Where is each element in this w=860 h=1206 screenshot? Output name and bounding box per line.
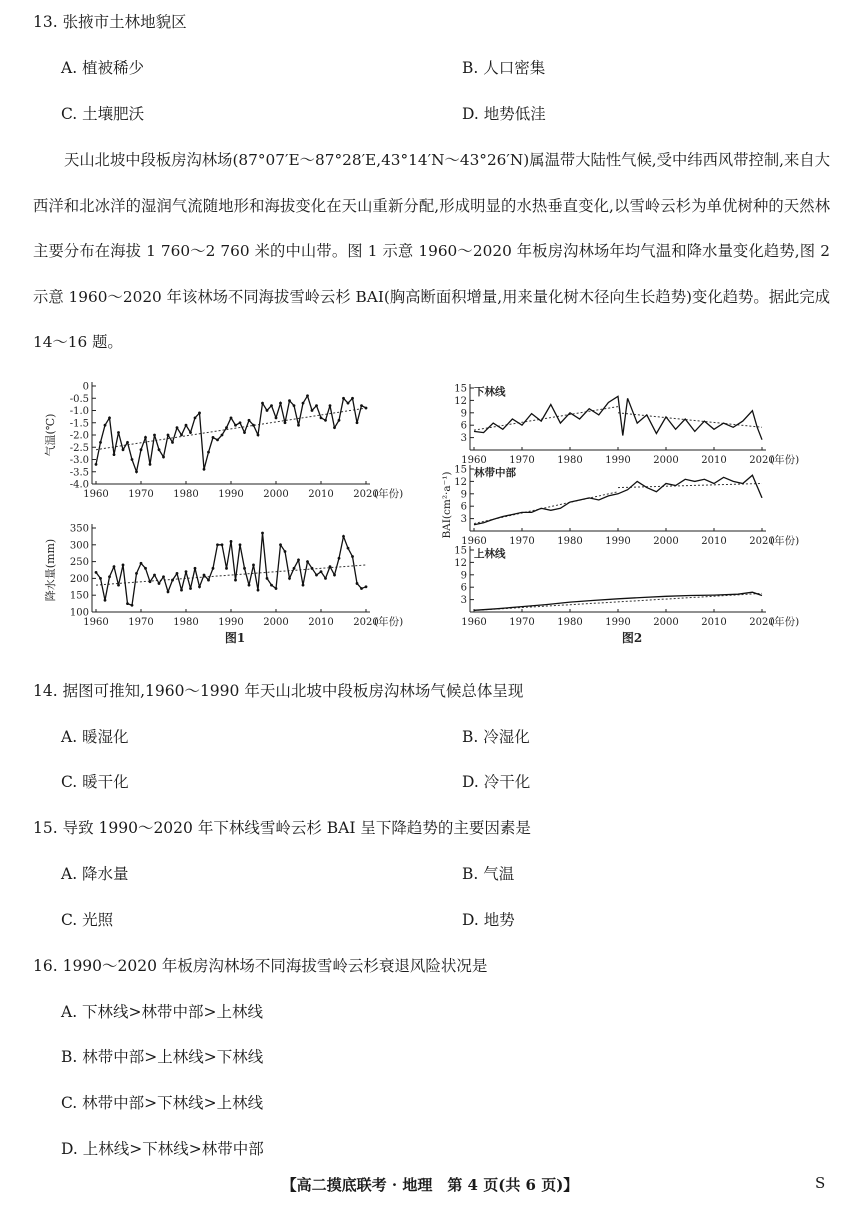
precip-panel-point bbox=[176, 572, 179, 575]
temp-panel-xtick-label: 1960 bbox=[83, 489, 109, 500]
temp-panel-point bbox=[275, 416, 278, 419]
temp-panel-xtick-label: 2000 bbox=[263, 489, 289, 500]
temp-panel-point bbox=[302, 402, 305, 405]
precip-panel-point bbox=[315, 574, 318, 577]
precip-panel-point bbox=[207, 579, 210, 582]
temp-panel-point bbox=[216, 439, 219, 442]
precip-panel-point bbox=[135, 572, 138, 575]
bai-panel-3-xtick-label: 1980 bbox=[557, 617, 583, 628]
temp-panel-point bbox=[185, 424, 188, 427]
temp-panel-point bbox=[329, 404, 332, 407]
temp-panel-point bbox=[203, 468, 206, 471]
bai-panel-1-ytick-label: 3 bbox=[460, 433, 467, 445]
bai-panel-1-xtick-label: 2010 bbox=[701, 455, 727, 466]
temp-panel-ytick-label: -1.0 bbox=[69, 406, 89, 417]
precip-panel-xtick-label: 2010 bbox=[308, 617, 334, 628]
bai-panel-3-label: 上林线 bbox=[474, 548, 506, 560]
precip-panel-x-unit: (年份) bbox=[374, 616, 404, 628]
bai-panel-2-xtick-label: 1970 bbox=[509, 536, 535, 547]
temp-panel-point bbox=[140, 448, 143, 451]
bai-panel-3-xtick-label: 2000 bbox=[653, 617, 679, 628]
precip-panel-point bbox=[257, 589, 260, 592]
bai-panel-2-xtick-label: 2020 bbox=[749, 536, 775, 547]
precip-panel-xtick-label: 2000 bbox=[263, 617, 289, 628]
precip-panel-point bbox=[320, 570, 323, 573]
bai-panel-3-series-line bbox=[474, 592, 762, 610]
precip-panel-point bbox=[360, 587, 363, 590]
precip-panel-point bbox=[203, 574, 206, 577]
bai-panel-3-xtick-label: 1960 bbox=[461, 617, 487, 628]
precip-panel-point bbox=[365, 585, 368, 588]
bai-panel-1-xtick-label: 1980 bbox=[557, 455, 583, 466]
bai-panel-2-ytick-label: 9 bbox=[460, 489, 467, 501]
temp-panel-point bbox=[144, 436, 147, 439]
precip-panel-point bbox=[194, 567, 197, 570]
temp-panel-xtick-label: 1990 bbox=[218, 489, 244, 500]
bai-panel-1-xtick-label: 2000 bbox=[653, 455, 679, 466]
precip-panel-point bbox=[131, 604, 134, 607]
bai-panel-1-ytick-label: 12 bbox=[454, 395, 467, 407]
temp-panel-ytick-label: -3.5 bbox=[69, 467, 89, 479]
page-footer: 【高二摸底联考 · 地理 第 4 页(共 6 页)】 bbox=[281, 1176, 579, 1194]
precip-panel-point bbox=[351, 555, 354, 558]
temp-panel-point bbox=[113, 453, 116, 456]
precip-panel-point bbox=[311, 567, 314, 570]
bai-panel-1-ytick-label: 6 bbox=[460, 420, 467, 432]
temp-panel-point bbox=[365, 407, 368, 410]
precip-panel bbox=[70, 524, 403, 629]
bai-panel-2-x-unit: (年份) bbox=[770, 535, 800, 547]
figure-svg bbox=[40, 370, 820, 655]
bai-panel-1-xtick-label: 1970 bbox=[509, 455, 535, 466]
q15-option-a: A. 降水量 bbox=[61, 865, 129, 883]
q16-option-b: B. 林带中部>上林线>下林线 bbox=[61, 1048, 264, 1066]
temp-panel-point bbox=[212, 436, 215, 439]
bai-panel-3-ytick-label: 3 bbox=[460, 595, 467, 607]
page-mark: S bbox=[815, 1174, 826, 1192]
temp-panel-point bbox=[297, 424, 300, 427]
bai-panel-2-xtick-label: 1960 bbox=[461, 536, 487, 547]
bai-panel-1-ytick-label: 9 bbox=[460, 408, 467, 420]
temp-panel-point bbox=[347, 402, 350, 405]
temp-panel-point bbox=[311, 409, 314, 412]
temp-panel-point bbox=[207, 451, 210, 454]
precip-panel-point bbox=[95, 571, 98, 574]
precip-panel-ytick-label: 100 bbox=[69, 607, 89, 619]
precip-panel-point bbox=[279, 543, 282, 546]
precip-panel-xtick-label: 1960 bbox=[83, 617, 109, 628]
temp-panel-point bbox=[104, 424, 107, 427]
temp-panel-ytick-label: -1.5 bbox=[69, 418, 89, 430]
temp-panel-point bbox=[248, 419, 251, 422]
q16-option-c: C. 林带中部>下林线>上林线 bbox=[61, 1094, 264, 1112]
figure1-caption: 图1 bbox=[224, 631, 246, 645]
temp-panel-x-unit: (年份) bbox=[374, 488, 404, 500]
temp-panel-xtick-label: 1970 bbox=[128, 489, 154, 500]
precip-panel-point bbox=[270, 584, 273, 587]
precip-panel-point bbox=[99, 577, 102, 580]
precip-panel-point bbox=[126, 602, 129, 605]
temp-panel-point bbox=[324, 419, 327, 422]
bai-panel-3-xtick-label: 2020 bbox=[749, 617, 775, 628]
bai-panel-1-label: 下林线 bbox=[474, 386, 506, 398]
precip-panel-point bbox=[162, 575, 165, 578]
temp-panel-xtick-label: 1980 bbox=[173, 489, 199, 500]
temp-panel-point bbox=[95, 463, 98, 466]
precip-panel-point bbox=[212, 567, 215, 570]
precip-panel-point bbox=[185, 570, 188, 573]
precip-panel-point bbox=[180, 589, 183, 592]
bai-panel-3-xtick-label: 2010 bbox=[701, 617, 727, 628]
temp-panel-point bbox=[149, 463, 152, 466]
temp-panel-point bbox=[189, 431, 192, 434]
q16-option-a: A. 下林线>林带中部>上林线 bbox=[61, 1003, 264, 1021]
temp-panel-point bbox=[108, 416, 111, 419]
bai-panel-3-xtick-label: 1970 bbox=[509, 617, 535, 628]
bai-panel-3-ytick-label: 6 bbox=[460, 582, 467, 594]
temp-panel-point bbox=[171, 441, 174, 444]
precip-panel-point bbox=[158, 582, 161, 585]
temp-panel-point bbox=[230, 416, 233, 419]
q13-option-b: B. 人口密集 bbox=[462, 59, 546, 77]
precip-panel-point bbox=[252, 564, 255, 567]
bai-panel-1-xtick-label: 1990 bbox=[605, 455, 631, 466]
q15-option-b: B. 气温 bbox=[462, 865, 515, 883]
precip-panel-point bbox=[104, 599, 107, 602]
temp-panel-point bbox=[167, 434, 170, 437]
figure-area bbox=[40, 370, 820, 655]
temp-panel-point bbox=[243, 431, 246, 434]
temp-panel-ytick-label: -2.5 bbox=[69, 442, 89, 454]
precip-panel-point bbox=[149, 580, 152, 583]
q15-option-d: D. 地势 bbox=[462, 911, 515, 929]
bai-panel-1-series-line bbox=[474, 396, 762, 439]
precip-panel-ytick-label: 350 bbox=[69, 523, 89, 535]
precip-panel-point bbox=[324, 577, 327, 580]
q13-option-c: C. 土壤肥沃 bbox=[61, 105, 145, 123]
temp-panel-point bbox=[194, 416, 197, 419]
temp-panel-point bbox=[356, 421, 359, 424]
bai-panel-2-xtick-label: 2000 bbox=[653, 536, 679, 547]
bai-panel-3-ytick-label: 15 bbox=[454, 545, 467, 557]
precip-panel-point bbox=[113, 565, 116, 568]
precip-panel-point bbox=[306, 560, 309, 563]
q15-option-c: C. 光照 bbox=[61, 911, 114, 929]
precip-panel-point bbox=[293, 567, 296, 570]
bai-panel-1-trend-line bbox=[474, 407, 618, 431]
precip-panel-series-line bbox=[96, 533, 366, 605]
temp-panel-point bbox=[360, 404, 363, 407]
bai-panel-1 bbox=[454, 384, 799, 467]
temp-panel-point bbox=[158, 448, 161, 451]
temp-panel-point bbox=[176, 426, 179, 429]
temp-panel-point bbox=[234, 424, 237, 427]
precip-panel-point bbox=[261, 532, 264, 535]
precip-panel-point bbox=[140, 562, 143, 565]
temp-panel-point bbox=[126, 441, 129, 444]
temp-panel-point bbox=[252, 424, 255, 427]
bai-panel-3-x-unit: (年份) bbox=[770, 616, 800, 628]
precip-panel-point bbox=[356, 582, 359, 585]
temp-panel-point bbox=[306, 394, 309, 397]
bai-panel-1-x-unit: (年份) bbox=[770, 454, 800, 466]
temp-panel-series-line bbox=[96, 396, 366, 472]
temp-panel-point bbox=[162, 456, 165, 459]
bai-panel-1-xtick-label: 2020 bbox=[749, 455, 775, 466]
bai-panel-2-xtick-label: 1990 bbox=[605, 536, 631, 547]
temp-panel-point bbox=[320, 416, 323, 419]
precip-panel-point bbox=[284, 550, 287, 553]
temp-panel-point bbox=[153, 434, 156, 437]
temp-panel-point bbox=[266, 409, 269, 412]
bai-panel-3-ytick-label: 9 bbox=[460, 570, 467, 582]
precip-panel-point bbox=[266, 577, 269, 580]
temp-panel-ytick-label: -3.0 bbox=[69, 455, 89, 466]
precip-panel-point bbox=[117, 584, 120, 587]
temp-panel-point bbox=[279, 402, 282, 405]
temp-panel-point bbox=[261, 402, 264, 405]
temp-panel-trend-line bbox=[96, 408, 366, 450]
temp-panel-point bbox=[342, 397, 345, 400]
precip-panel-point bbox=[243, 567, 246, 570]
bai-panel-2-xtick-label: 2010 bbox=[701, 536, 727, 547]
temp-panel-point bbox=[99, 441, 102, 444]
precip-panel-ytick-label: 250 bbox=[69, 557, 89, 569]
precip-panel-point bbox=[333, 574, 336, 577]
q14-option-b: B. 冷湿化 bbox=[462, 728, 530, 746]
temp-panel-xtick-label: 2010 bbox=[308, 489, 334, 500]
temp-panel-point bbox=[257, 434, 260, 437]
bai-panel-3-trend-line bbox=[474, 593, 762, 610]
temp-panel-ytick-label: -0.5 bbox=[69, 393, 89, 405]
precip-panel-point bbox=[221, 543, 224, 546]
precip-panel-point bbox=[171, 579, 174, 582]
precip-panel-point bbox=[198, 585, 201, 588]
temp-panel-xtick-label: 2020 bbox=[353, 489, 379, 500]
temp-panel-point bbox=[122, 448, 125, 451]
q16-option-d: D. 上林线>下林线>林带中部 bbox=[61, 1140, 264, 1158]
question-16-stem: 16. 1990～2020 年板房沟林场不同海拔雪岭云杉衰退风险状况是 bbox=[33, 957, 488, 975]
temp-panel-point bbox=[180, 434, 183, 437]
bai-panel-2-xtick-label: 1980 bbox=[557, 536, 583, 547]
temp-panel-point bbox=[135, 470, 138, 473]
temp-panel-point bbox=[315, 404, 318, 407]
precip-panel-point bbox=[189, 587, 192, 590]
bai-panel-1-xtick-label: 1960 bbox=[461, 455, 487, 466]
precip-panel-point bbox=[248, 584, 251, 587]
bai-panel-3-ytick-label: 12 bbox=[454, 557, 467, 569]
precip-panel-xtick-label: 1970 bbox=[128, 617, 154, 628]
temp-panel-point bbox=[288, 399, 291, 402]
precip-panel-point bbox=[153, 574, 156, 577]
temp-panel-point bbox=[270, 404, 273, 407]
precip-panel-point bbox=[144, 567, 147, 570]
temp-panel-point bbox=[333, 426, 336, 429]
temp-panel-point bbox=[198, 412, 201, 415]
temp-panel-point bbox=[351, 397, 354, 400]
q13-option-a: A. 植被稀少 bbox=[61, 59, 145, 77]
temp-panel-point bbox=[221, 434, 224, 437]
bai-panel-2-ytick-label: 6 bbox=[460, 501, 467, 513]
temp-panel bbox=[70, 382, 404, 501]
precip-panel-point bbox=[167, 590, 170, 593]
precip-ylabel: 降水量(mm) bbox=[44, 538, 57, 602]
precip-panel-point bbox=[225, 567, 228, 570]
temp-panel-point bbox=[338, 419, 341, 422]
temp-panel-point bbox=[293, 404, 296, 407]
precip-panel-point bbox=[338, 557, 341, 560]
precip-panel-point bbox=[297, 559, 300, 562]
precip-panel-point bbox=[288, 577, 291, 580]
precip-panel-point bbox=[122, 564, 125, 567]
precip-panel-point bbox=[216, 543, 219, 546]
bai-panel-1-ytick-label: 15 bbox=[454, 383, 467, 395]
bai-panel-2-label: 林带中部 bbox=[474, 467, 516, 479]
precip-panel-point bbox=[275, 587, 278, 590]
precip-panel-point bbox=[342, 535, 345, 538]
precip-panel-point bbox=[302, 584, 305, 587]
temp-panel-point bbox=[284, 421, 287, 424]
bai-panel-3-xtick-label: 1990 bbox=[605, 617, 631, 628]
q14-option-a: A. 暖湿化 bbox=[61, 728, 129, 746]
q13-option-d: D. 地势低洼 bbox=[462, 105, 546, 123]
bai-ylabel: BAI(cm²·a⁻¹) bbox=[441, 471, 453, 539]
question-15-stem: 15. 导致 1990～2020 年下林线雪岭云杉 BAI 呈下降趋势的主要因素是 bbox=[33, 819, 531, 837]
precip-panel-point bbox=[239, 543, 242, 546]
question-13-stem: 13. 张掖市土林地貌区 bbox=[33, 13, 187, 31]
bai-panel-2-ytick-label: 15 bbox=[454, 464, 467, 476]
precip-panel-ytick-label: 150 bbox=[69, 590, 89, 602]
bai-panel-3 bbox=[454, 546, 799, 629]
passage-text: 天山北坡中段板房沟林场(87°07′E～87°28′E,43°14′N～43°26′N)属温带大陆性气候,受中纬西风带控制,来自大西洋和北冰洋的湿润气流随地形和海拔变化在天山重新分配,形成明显的水热垂直变化,以雪岭云杉为单优树种的天然林主要分布在海拔 1 760～2 760 米的中山带。图 1 示意 1960～2020 年板房沟林场年均气温和降水量变化趋势,图 2 示意 1960～2020 年该林场不同海拔雪岭云杉 BAI(胸高断面积增量,用来量化树木径向生长趋势)变化趋势。据此完成 14～16 题。 bbox=[33, 151, 830, 351]
precip-panel-point bbox=[234, 579, 237, 582]
figure2-caption: 图2 bbox=[621, 631, 643, 645]
temp-panel-point bbox=[225, 426, 228, 429]
precip-panel-point bbox=[347, 547, 350, 550]
temp-panel-ytick-label: -4.0 bbox=[69, 479, 89, 491]
bai-panel-2-trend-line bbox=[618, 483, 762, 487]
temp-panel-ytick-label: -2.0 bbox=[69, 430, 89, 442]
temp-panel-point bbox=[239, 421, 242, 424]
temp-panel-point bbox=[131, 458, 134, 461]
precip-panel-ytick-label: 200 bbox=[69, 573, 89, 585]
q14-option-d: D. 冷干化 bbox=[462, 773, 531, 791]
q14-option-c: C. 暖干化 bbox=[61, 773, 129, 791]
precip-panel-point bbox=[230, 540, 233, 543]
precip-panel-xtick-label: 1990 bbox=[218, 617, 244, 628]
precip-panel-point bbox=[108, 575, 111, 578]
precip-panel-ytick-label: 300 bbox=[69, 540, 89, 552]
precip-panel-xtick-label: 2020 bbox=[353, 617, 379, 628]
bai-panel-2-ytick-label: 3 bbox=[460, 514, 467, 526]
precip-panel-xtick-label: 1980 bbox=[173, 617, 199, 628]
precip-panel-point bbox=[329, 565, 332, 568]
temp-panel-point bbox=[117, 431, 120, 434]
temp-panel-ytick-label: 0 bbox=[82, 381, 89, 393]
temp-ylabel: 气温(℃) bbox=[44, 413, 57, 457]
question-14-stem: 14. 据图可推知,1960～1990 年天山北坡中段板房沟林场气候总体呈现 bbox=[33, 682, 524, 700]
bai-panel-2-series-line bbox=[474, 475, 762, 525]
bai-panel-2-ytick-label: 12 bbox=[454, 476, 467, 488]
